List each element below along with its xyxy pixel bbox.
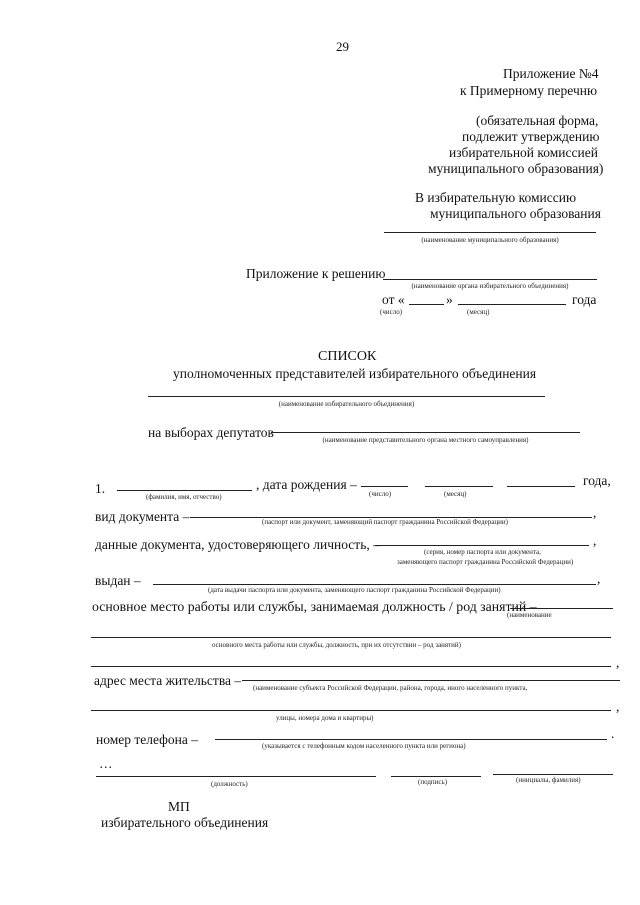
month-caption: (месяц) bbox=[467, 308, 490, 316]
addressee-line-2: муниципального образования bbox=[430, 206, 601, 221]
addressee-line-1: В избирательную комиссию bbox=[415, 190, 577, 205]
elections-caption: (наименование представительного органа местного самоуправления) bbox=[322, 436, 529, 444]
birth-day-field[interactable] bbox=[361, 486, 408, 487]
form-note-line-2: подлежит утверждению bbox=[462, 129, 600, 144]
party-organ-caption: (наименование органа избирательного объединения) bbox=[411, 282, 569, 290]
elections-field[interactable] bbox=[271, 432, 580, 433]
phone-field[interactable] bbox=[215, 739, 607, 740]
work-field-2[interactable] bbox=[91, 637, 611, 638]
doc-type-caption: (паспорт или документ, заменяющий паспорт гражданина Российской Федерации) bbox=[262, 518, 508, 526]
initials-field[interactable] bbox=[493, 774, 613, 775]
appendix-title: Приложение №4 bbox=[503, 66, 599, 81]
elections-label: на выборах депутатов bbox=[148, 425, 274, 440]
continuation-ellipsis: … bbox=[99, 756, 113, 771]
initials-caption: (инициалы, фамилия) bbox=[516, 776, 581, 784]
page-number: 29 bbox=[336, 39, 349, 54]
position-caption: (должность) bbox=[211, 780, 248, 788]
address-field-1[interactable] bbox=[242, 680, 620, 681]
doc-data-field[interactable] bbox=[375, 545, 589, 546]
signature-caption: (подпись) bbox=[418, 778, 448, 786]
birth-month-caption: (месяц) bbox=[444, 490, 467, 498]
address-comma: , bbox=[616, 699, 620, 714]
party-name-caption: (наименование избирательного объединения) bbox=[278, 400, 415, 408]
fio-field[interactable] bbox=[117, 490, 252, 491]
work-caption-2: основного места работы или службы, должность, при их отсутствии – род занятий) bbox=[212, 641, 462, 649]
doc-type-comma: , bbox=[593, 505, 597, 520]
form-note-line-1: (обязательная форма, bbox=[476, 113, 599, 128]
work-comma: , bbox=[616, 655, 620, 670]
work-caption-1: (наименование bbox=[507, 611, 552, 619]
date-from-label: от « bbox=[382, 292, 405, 307]
stamp-label: МП bbox=[168, 799, 190, 814]
doc-data-comma: , bbox=[593, 533, 597, 548]
work-field-3[interactable] bbox=[91, 666, 611, 667]
doc-data-caption-1: (серия, номер паспорта или документа, bbox=[424, 548, 541, 556]
form-note-line-3: избирательной комиссией bbox=[449, 145, 598, 160]
birth-month-field[interactable] bbox=[425, 486, 493, 487]
address-caption-1: (наименование субъекта Российской Федерации, района, города, иного населенного пункта, bbox=[253, 684, 528, 692]
issued-label: выдан – bbox=[95, 573, 141, 588]
work-field-1[interactable] bbox=[510, 608, 613, 609]
doc-data-caption-2: заменяющего паспорт гражданина Российской Федерации) bbox=[397, 558, 574, 566]
birth-day-caption: (число) bbox=[369, 490, 392, 498]
position-field[interactable] bbox=[96, 776, 376, 777]
phone-dot: . bbox=[611, 726, 615, 741]
fio-caption: (фамилия, имя, отчество) bbox=[146, 493, 222, 501]
document-title: СПИСОК bbox=[318, 349, 377, 364]
signature-field[interactable] bbox=[391, 776, 481, 777]
document-subtitle: уполномоченных представителей избирательного объединения bbox=[173, 366, 537, 381]
party-name-field[interactable] bbox=[148, 396, 545, 397]
stamp-organization: избирательного объединения bbox=[101, 815, 269, 830]
phone-label: номер телефона – bbox=[96, 732, 199, 747]
doc-type-label: вид документа – bbox=[95, 509, 190, 524]
decision-label: Приложение к решению bbox=[246, 266, 386, 281]
appendix-reference: к Примерному перечню bbox=[460, 83, 598, 98]
issued-field[interactable] bbox=[153, 584, 596, 585]
date-year-label: года bbox=[572, 292, 597, 307]
form-note-line-4: муниципального образования) bbox=[428, 161, 604, 176]
date-quote-close: » bbox=[446, 292, 453, 307]
party-organ-field[interactable] bbox=[383, 279, 597, 280]
issued-comma: , bbox=[597, 571, 601, 586]
date-day-field[interactable] bbox=[409, 304, 444, 305]
municipality-caption: (наименование муниципального образования) bbox=[421, 236, 559, 244]
address-field-2[interactable] bbox=[91, 710, 611, 711]
address-label: адрес места жительства – bbox=[94, 673, 242, 688]
address-caption-2: улицы, номера дома и квартиры) bbox=[276, 714, 374, 722]
birth-date-label: , дата рождения – bbox=[256, 477, 357, 492]
date-month-field[interactable] bbox=[458, 304, 566, 305]
birth-year-field[interactable] bbox=[507, 486, 575, 487]
municipality-field[interactable] bbox=[384, 232, 596, 233]
doc-data-label: данные документа, удостоверяющего личность, – bbox=[95, 537, 380, 552]
birth-year-label: года, bbox=[583, 473, 611, 488]
issued-caption: (дата выдачи паспорта или документа, заменяющего паспорт гражданина Российской Федерации) bbox=[208, 586, 501, 594]
day-caption: (число) bbox=[380, 308, 403, 316]
item-number: 1. bbox=[95, 481, 106, 496]
work-label: основное место работы или службы, занимаемая должность / род занятий – bbox=[92, 599, 537, 614]
phone-caption: (указывается с телефонным кодом населенного пункта или региона) bbox=[262, 742, 466, 750]
